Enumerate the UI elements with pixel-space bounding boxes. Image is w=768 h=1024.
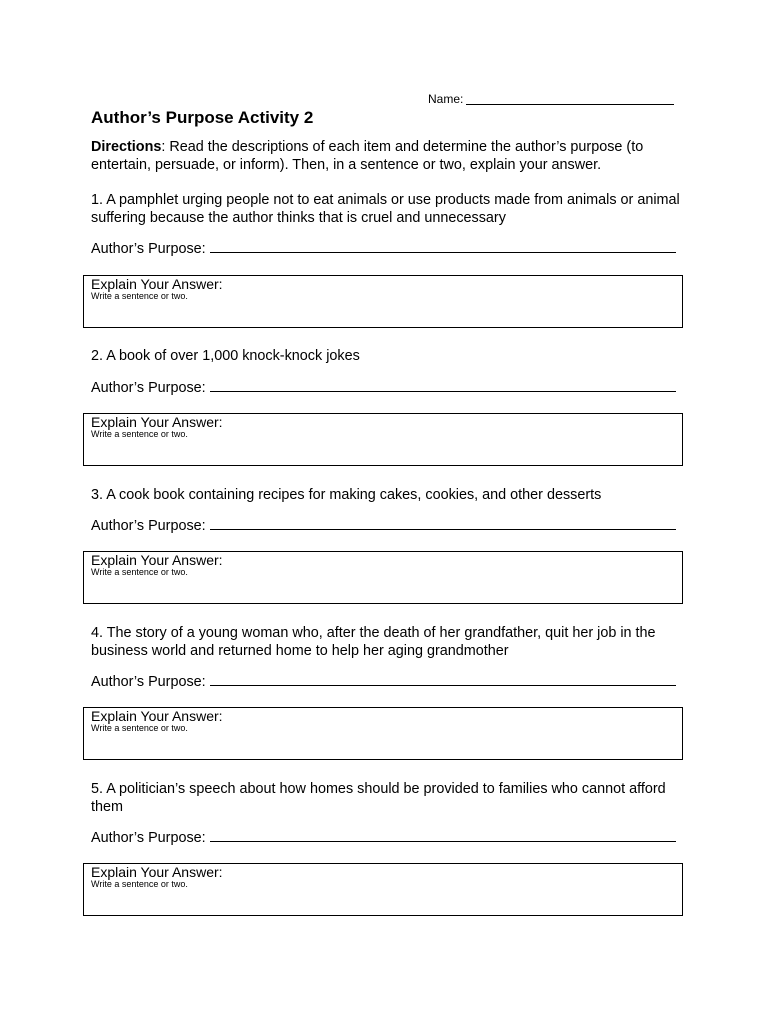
question-2-text: 2. A book of over 1,000 knock-knock jokes <box>91 348 360 364</box>
question-1-text: 1. A pamphlet urging people not to eat animals or use products made from animals or animal suffering because the author thinks that is cruel and unnecessary <box>91 192 680 226</box>
purpose-label: Author’s Purpose: <box>91 241 206 257</box>
purpose-label: Author’s Purpose: <box>91 518 206 534</box>
purpose-answer-line[interactable] <box>210 238 676 253</box>
purpose-answer-line[interactable] <box>210 827 676 842</box>
question-4-explain-box[interactable] <box>83 707 683 760</box>
explain-hint: Write a sentence or two. <box>91 429 188 439</box>
directions <box>91 138 691 174</box>
question-4-purpose[interactable] <box>91 671 676 690</box>
question-4-text: 4. The story of a young woman who, after the death of her grandfather, quit her job in the business world and returned home to help her aging grandmother <box>91 625 656 659</box>
purpose-label: Author’s Purpose: <box>91 674 206 690</box>
explain-title: Explain Your Answer: <box>91 708 223 724</box>
page-title: Author’s Purpose Activity 2 <box>91 108 314 127</box>
name-blank-line[interactable] <box>466 92 674 105</box>
question-2-purpose[interactable] <box>91 377 676 396</box>
explain-hint: Write a sentence or two. <box>91 291 188 301</box>
name-field[interactable] <box>428 92 674 106</box>
explain-title: Explain Your Answer: <box>91 552 223 568</box>
explain-title: Explain Your Answer: <box>91 414 223 430</box>
explain-title: Explain Your Answer: <box>91 864 223 880</box>
purpose-label: Author’s Purpose: <box>91 380 206 396</box>
question-5-explain-box[interactable] <box>83 863 683 916</box>
explain-hint: Write a sentence or two. <box>91 879 188 889</box>
question-3-text: 3. A cook book containing recipes for making cakes, cookies, and other desserts <box>91 487 602 503</box>
directions-label: Directions <box>91 139 162 155</box>
question-5-text: 5. A politician’s speech about how homes should be provided to families who cannot afford them <box>91 781 666 815</box>
explain-hint: Write a sentence or two. <box>91 567 188 577</box>
question-2-explain-box[interactable] <box>83 413 683 466</box>
directions-text: : Read the descriptions of each item and determine the author’s purpose (to entertain, persuade, or inform). Then, in a sentence or two, explain your answer. <box>91 139 644 173</box>
purpose-answer-line[interactable] <box>210 377 676 392</box>
question-1-purpose[interactable] <box>91 238 676 257</box>
question-3-explain-box[interactable] <box>83 551 683 604</box>
name-label: Name: <box>428 92 464 106</box>
question-1-explain-box[interactable] <box>83 275 683 328</box>
question-3-purpose[interactable] <box>91 515 676 534</box>
purpose-label: Author’s Purpose: <box>91 830 206 846</box>
explain-hint: Write a sentence or two. <box>91 723 188 733</box>
purpose-answer-line[interactable] <box>210 515 676 530</box>
explain-title: Explain Your Answer: <box>91 276 223 292</box>
question-5-purpose[interactable] <box>91 827 676 846</box>
purpose-answer-line[interactable] <box>210 671 676 686</box>
